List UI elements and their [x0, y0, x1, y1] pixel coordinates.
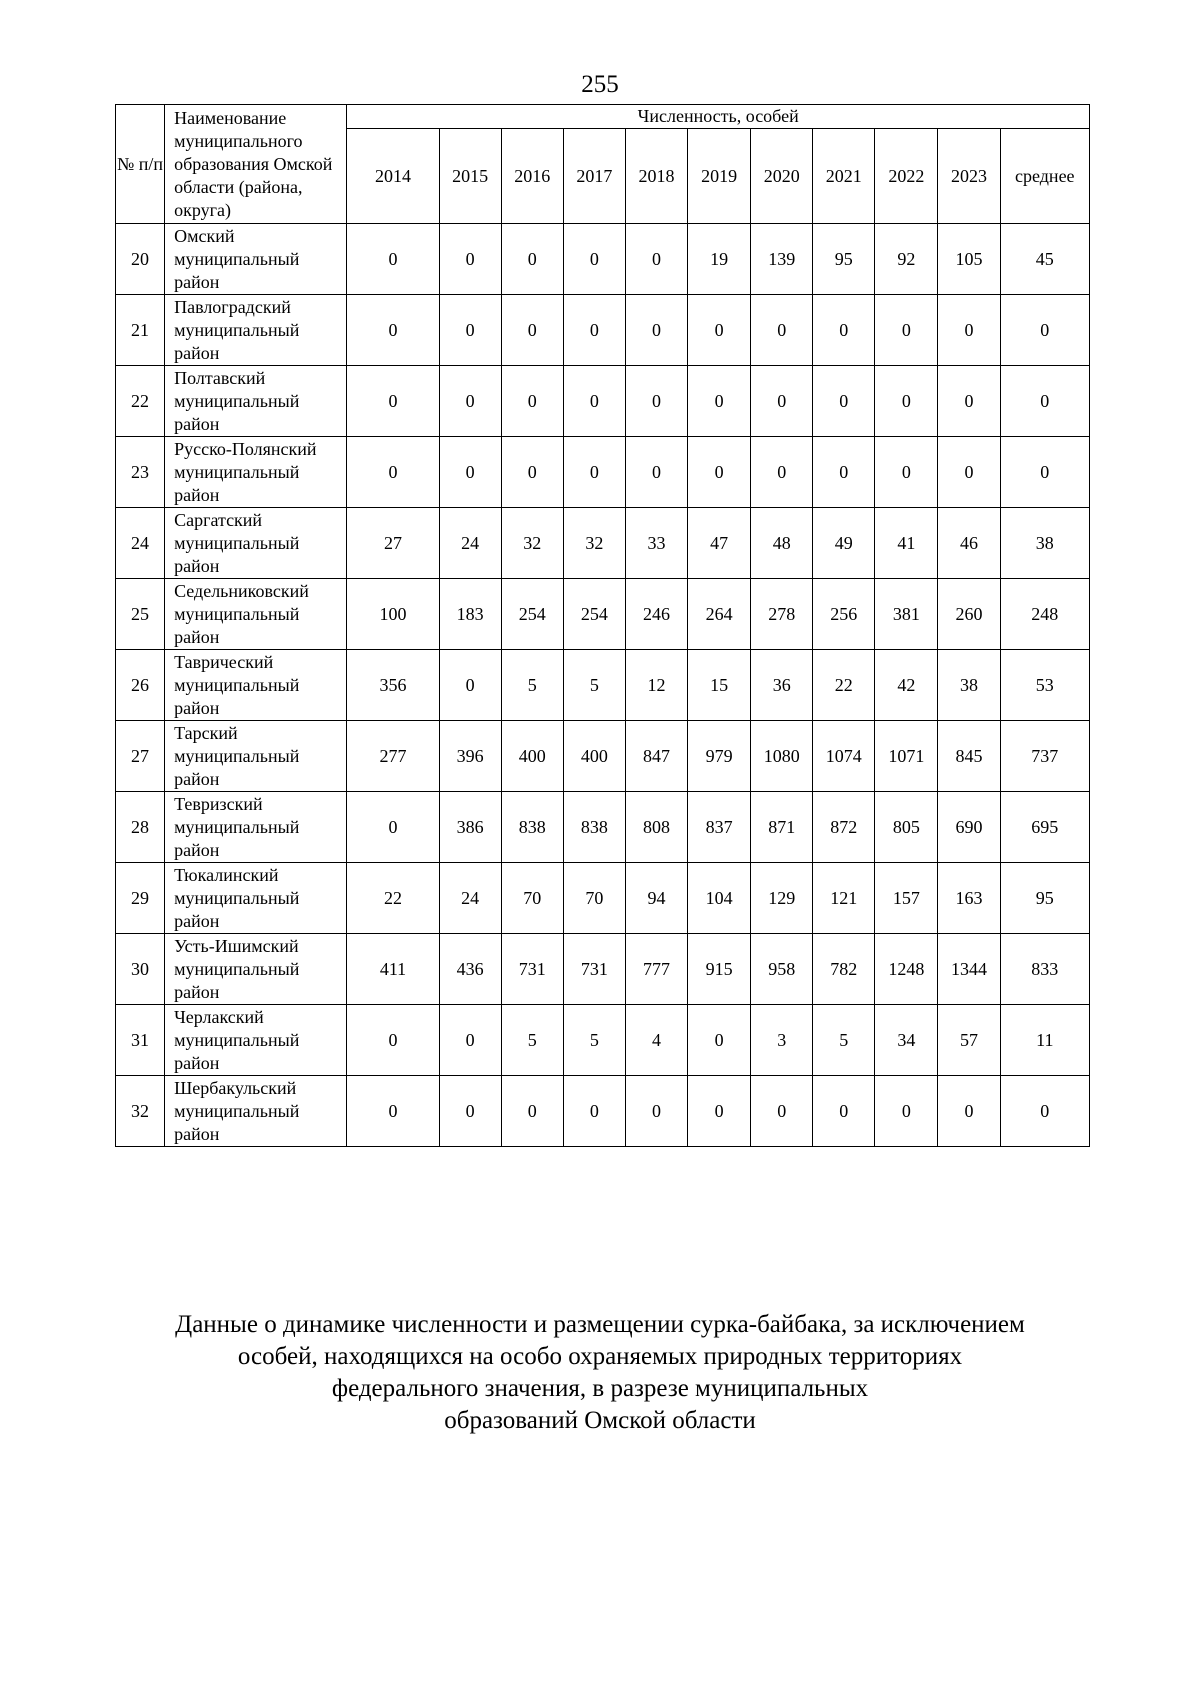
row-number: 25 [116, 579, 165, 650]
row-district-name: Павлоградский муниципальный район [165, 295, 347, 366]
row-value: 260 [938, 579, 1000, 650]
row-number: 24 [116, 508, 165, 579]
row-value: 45 [1000, 224, 1089, 295]
row-value: 0 [625, 295, 687, 366]
row-value: 34 [875, 1005, 938, 1076]
row-value: 356 [347, 650, 439, 721]
row-district-name: Тевризский муниципальный район [165, 792, 347, 863]
row-value: 0 [813, 1076, 875, 1147]
header-number: № п/п [116, 105, 165, 224]
row-value: 838 [563, 792, 625, 863]
row-value: 0 [751, 295, 813, 366]
row-value: 36 [751, 650, 813, 721]
row-value: 847 [625, 721, 687, 792]
row-value: 5 [563, 650, 625, 721]
row-value: 183 [439, 579, 501, 650]
row-value: 411 [347, 934, 439, 1005]
row-value: 0 [347, 295, 439, 366]
caption-line: образований Омской области [444, 1407, 756, 1434]
row-value: 11 [1000, 1005, 1089, 1076]
row-number: 22 [116, 366, 165, 437]
row-value: 0 [439, 366, 501, 437]
row-value: 15 [688, 650, 751, 721]
row-value: 690 [938, 792, 1000, 863]
row-number: 28 [116, 792, 165, 863]
row-value: 53 [1000, 650, 1089, 721]
row-value: 49 [813, 508, 875, 579]
table-row [116, 1005, 1090, 1076]
row-value: 256 [813, 579, 875, 650]
row-value: 12 [625, 650, 687, 721]
row-value: 915 [688, 934, 751, 1005]
row-number: 31 [116, 1005, 165, 1076]
row-value: 0 [751, 366, 813, 437]
row-value: 1080 [751, 721, 813, 792]
row-value: 0 [813, 295, 875, 366]
row-value: 0 [625, 366, 687, 437]
row-value: 0 [563, 224, 625, 295]
header-year: 2023 [938, 129, 1000, 224]
table-row [116, 295, 1090, 366]
row-value: 782 [813, 934, 875, 1005]
row-value: 5 [501, 650, 563, 721]
row-value: 0 [938, 437, 1000, 508]
row-value: 0 [563, 437, 625, 508]
row-value: 0 [688, 1076, 751, 1147]
row-district-name: Тюкалинский муниципальный район [165, 863, 347, 934]
row-value: 254 [563, 579, 625, 650]
table-body [116, 224, 1090, 1147]
row-value: 104 [688, 863, 751, 934]
row-value: 0 [563, 366, 625, 437]
row-value: 48 [751, 508, 813, 579]
row-value: 157 [875, 863, 938, 934]
header-year: среднее [1000, 129, 1089, 224]
row-value: 264 [688, 579, 751, 650]
row-value: 70 [501, 863, 563, 934]
row-value: 5 [501, 1005, 563, 1076]
row-value: 0 [439, 1005, 501, 1076]
table-row [116, 934, 1090, 1005]
row-value: 400 [563, 721, 625, 792]
row-number: 21 [116, 295, 165, 366]
row-value: 278 [751, 579, 813, 650]
row-value: 737 [1000, 721, 1089, 792]
row-value: 0 [875, 366, 938, 437]
header-year: 2020 [751, 129, 813, 224]
row-value: 0 [563, 295, 625, 366]
table-row [116, 437, 1090, 508]
row-value: 0 [875, 437, 938, 508]
row-value: 0 [625, 1076, 687, 1147]
row-value: 0 [938, 1076, 1000, 1147]
row-value: 0 [688, 366, 751, 437]
row-number: 29 [116, 863, 165, 934]
header-year: 2014 [347, 129, 439, 224]
row-value: 958 [751, 934, 813, 1005]
table-row [116, 863, 1090, 934]
row-value: 100 [347, 579, 439, 650]
row-value: 254 [501, 579, 563, 650]
row-value: 38 [938, 650, 1000, 721]
row-value: 845 [938, 721, 1000, 792]
row-value: 979 [688, 721, 751, 792]
row-value: 436 [439, 934, 501, 1005]
row-value: 1074 [813, 721, 875, 792]
row-value: 33 [625, 508, 687, 579]
row-value: 0 [938, 295, 1000, 366]
row-value: 837 [688, 792, 751, 863]
row-value: 0 [875, 295, 938, 366]
page-number: 255 [581, 71, 619, 98]
row-value: 129 [751, 863, 813, 934]
table-row [116, 721, 1090, 792]
row-value: 871 [751, 792, 813, 863]
row-value: 41 [875, 508, 938, 579]
row-value: 38 [1000, 508, 1089, 579]
row-value: 0 [751, 437, 813, 508]
row-value: 695 [1000, 792, 1089, 863]
row-district-name: Полтавский муниципальный район [165, 366, 347, 437]
header-name: Наименование муниципального образования Омской области (района, округа) [165, 105, 347, 224]
row-number: 27 [116, 721, 165, 792]
row-value: 0 [813, 366, 875, 437]
caption-line: особей, находящихся на особо охраняемых природных территориях [237, 1343, 963, 1370]
row-value: 0 [439, 1076, 501, 1147]
row-value: 0 [347, 437, 439, 508]
row-value: 0 [501, 1076, 563, 1147]
row-value: 0 [439, 437, 501, 508]
row-district-name: Черлакский муниципальный район [165, 1005, 347, 1076]
row-value: 0 [1000, 437, 1089, 508]
row-value: 32 [563, 508, 625, 579]
table-row [116, 792, 1090, 863]
row-value: 838 [501, 792, 563, 863]
header-year: 2021 [813, 129, 875, 224]
row-value: 24 [439, 863, 501, 934]
row-value: 1071 [875, 721, 938, 792]
row-value: 0 [347, 366, 439, 437]
header-year: 2022 [875, 129, 938, 224]
header-year: 2016 [501, 129, 563, 224]
row-value: 3 [751, 1005, 813, 1076]
row-value: 32 [501, 508, 563, 579]
row-value: 0 [439, 295, 501, 366]
row-district-name: Саргатский муниципальный район [165, 508, 347, 579]
row-value: 0 [875, 1076, 938, 1147]
row-value: 19 [688, 224, 751, 295]
row-value: 872 [813, 792, 875, 863]
row-value: 22 [347, 863, 439, 934]
row-district-name: Усть-Ишимский муниципальный район [165, 934, 347, 1005]
row-value: 833 [1000, 934, 1089, 1005]
table-row [116, 366, 1090, 437]
row-district-name: Седельниковский муниципальный район [165, 579, 347, 650]
row-value: 27 [347, 508, 439, 579]
row-value: 0 [439, 224, 501, 295]
row-value: 0 [813, 437, 875, 508]
table-row [116, 508, 1090, 579]
row-district-name: Таврический муниципальный район [165, 650, 347, 721]
row-value: 0 [347, 224, 439, 295]
population-table [115, 104, 1090, 1147]
row-value: 163 [938, 863, 1000, 934]
row-value: 24 [439, 508, 501, 579]
header-year: 2019 [688, 129, 751, 224]
row-value: 95 [1000, 863, 1089, 934]
row-value: 0 [751, 1076, 813, 1147]
row-value: 381 [875, 579, 938, 650]
row-number: 20 [116, 224, 165, 295]
row-value: 5 [813, 1005, 875, 1076]
row-value: 139 [751, 224, 813, 295]
row-value: 42 [875, 650, 938, 721]
row-value: 0 [347, 1005, 439, 1076]
row-value: 805 [875, 792, 938, 863]
row-value: 94 [625, 863, 687, 934]
row-value: 277 [347, 721, 439, 792]
row-value: 0 [501, 437, 563, 508]
row-value: 5 [563, 1005, 625, 1076]
row-number: 23 [116, 437, 165, 508]
row-value: 46 [938, 508, 1000, 579]
row-value: 0 [1000, 1076, 1089, 1147]
table-row [116, 650, 1090, 721]
row-value: 808 [625, 792, 687, 863]
row-value: 1248 [875, 934, 938, 1005]
row-value: 248 [1000, 579, 1089, 650]
row-value: 4 [625, 1005, 687, 1076]
row-value: 95 [813, 224, 875, 295]
row-district-name: Омский муниципальный район [165, 224, 347, 295]
row-value: 0 [439, 650, 501, 721]
row-value: 0 [688, 295, 751, 366]
row-value: 22 [813, 650, 875, 721]
row-value: 70 [563, 863, 625, 934]
row-value: 0 [563, 1076, 625, 1147]
row-value: 0 [501, 295, 563, 366]
row-value: 47 [688, 508, 751, 579]
row-value: 105 [938, 224, 1000, 295]
row-number: 32 [116, 1076, 165, 1147]
caption-line: федерального значения, в разрезе муниципальных [331, 1375, 869, 1402]
row-district-name: Русско-Полянский муниципальный район [165, 437, 347, 508]
row-value: 400 [501, 721, 563, 792]
table-row [116, 224, 1090, 295]
row-value: 121 [813, 863, 875, 934]
row-value: 0 [1000, 366, 1089, 437]
row-value: 0 [1000, 295, 1089, 366]
table-row [116, 579, 1090, 650]
row-value: 0 [347, 1076, 439, 1147]
row-value: 386 [439, 792, 501, 863]
row-value: 731 [563, 934, 625, 1005]
row-value: 1344 [938, 934, 1000, 1005]
row-district-name: Шербакульский муниципальный район [165, 1076, 347, 1147]
row-value: 0 [625, 224, 687, 295]
row-value: 0 [501, 366, 563, 437]
header-year: 2018 [625, 129, 687, 224]
caption [0, 1309, 1200, 1437]
row-number: 30 [116, 934, 165, 1005]
row-district-name: Тарский муниципальный район [165, 721, 347, 792]
caption-line: Данные о динамике численности и размещении сурка-байбака, за исключением [175, 1311, 1025, 1338]
row-number: 26 [116, 650, 165, 721]
row-value: 57 [938, 1005, 1000, 1076]
row-value: 0 [501, 224, 563, 295]
header-year: 2015 [439, 129, 501, 224]
row-value: 0 [688, 1005, 751, 1076]
row-value: 0 [625, 437, 687, 508]
row-value: 777 [625, 934, 687, 1005]
header-group: Численность, особей [347, 105, 1090, 129]
table-row [116, 1076, 1090, 1147]
row-value: 731 [501, 934, 563, 1005]
row-value: 396 [439, 721, 501, 792]
row-value: 0 [347, 792, 439, 863]
header-year: 2017 [563, 129, 625, 224]
row-value: 92 [875, 224, 938, 295]
table-header [116, 105, 1090, 224]
row-value: 0 [688, 437, 751, 508]
row-value: 246 [625, 579, 687, 650]
row-value: 0 [938, 366, 1000, 437]
